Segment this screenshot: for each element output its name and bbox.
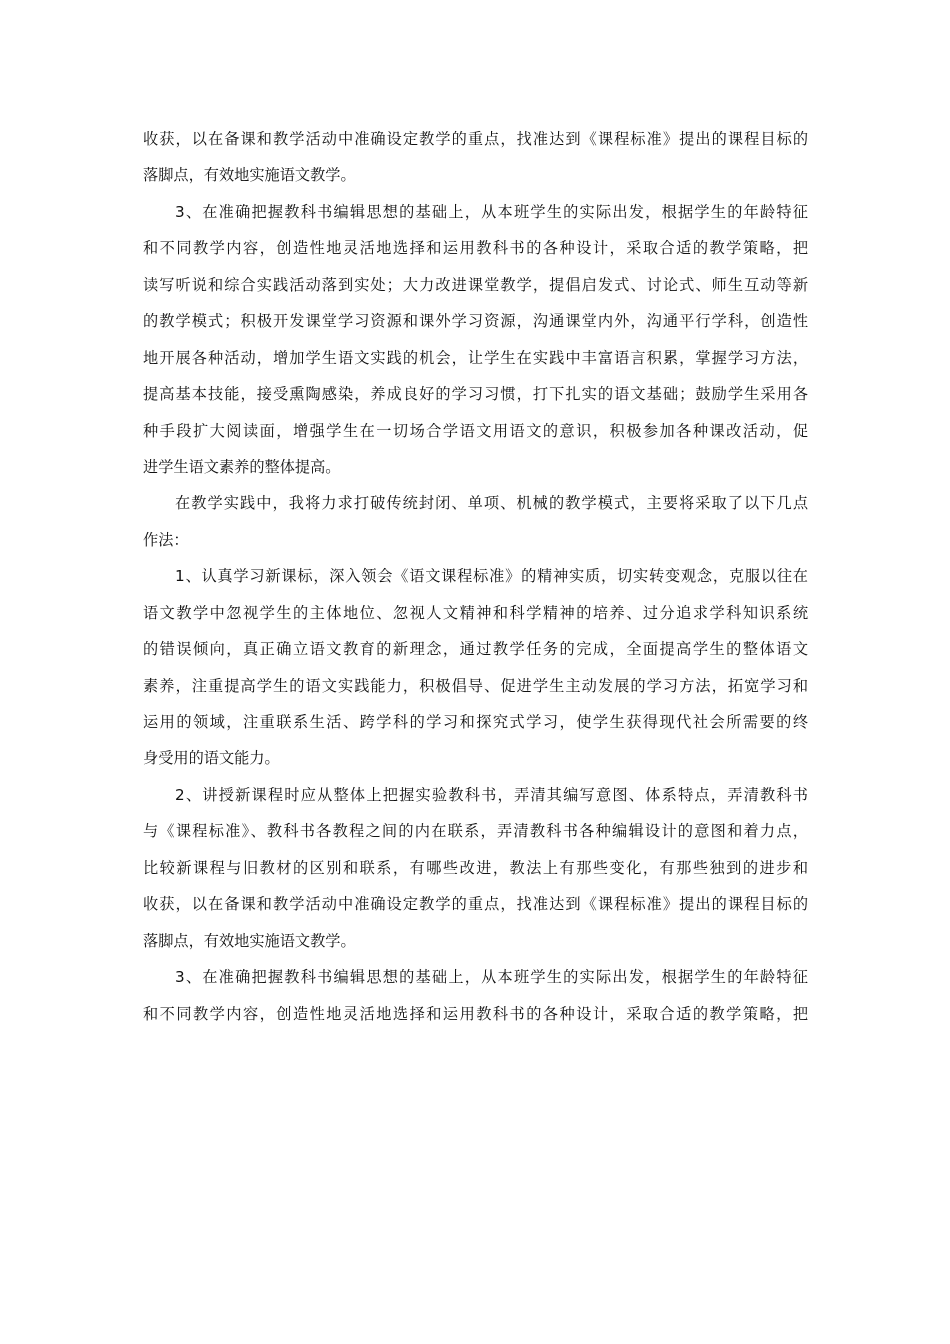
text-line: 和不同教学内容，创造性地灵活地选择和运用教科书的各种设计，采取合适的教学策略，把 [143, 239, 808, 258]
text-line: 的教学模式；积极开发课堂学习资源和课外学习资源，沟通课堂内外，沟通平行学科，创造性 [143, 312, 808, 331]
text-line: 3、在准确把握教科书编辑思想的基础上，从本班学生的实际出发，根据学生的年龄特征 [175, 202, 808, 221]
text-line: 落脚点，有效地实施语文教学。 [143, 166, 356, 185]
text-line: 的错误倾向，真正确立语文教育的新理念，通过教学任务的完成，全面提高学生的整体语文 [143, 640, 808, 659]
text-line: 地开展各种活动，增加学生语文实践的机会，让学生在实践中丰富语言积累，掌握学习方法， [143, 348, 808, 367]
text-line: 提高基本技能，接受熏陶感染，养成良好的学习习惯，打下扎实的语文基础；鼓励学生采用各 [143, 385, 808, 404]
text-line: 作法： [143, 530, 189, 549]
text-line: 运用的领域，注重联系生活、跨学科的学习和探究式学习，使学生获得现代社会所需要的终 [143, 713, 808, 731]
text-line: 收获，以在备课和教学活动中准确设定教学的重点，找准达到《课程标准》提出的课程目标的 [143, 130, 808, 148]
text-line: 收获，以在备课和教学活动中准确设定教学的重点，找准达到《课程标准》提出的课程目标的 [143, 895, 808, 914]
text-line: 和不同教学内容，创造性地灵活地选择和运用教科书的各种设计，采取合适的教学策略，把 [143, 1004, 808, 1023]
text-line: 身受用的语文能力。 [143, 749, 280, 768]
text-line: 读写听说和综合实践活动落到实处；大力改进课堂教学，提倡启发式、讨论式、师生互动等新 [143, 275, 808, 294]
text-line: 比较新课程与旧教材的区别和联系，有哪些改进，教法上有那些变化，有那些独到的进步和 [143, 858, 808, 877]
text-line: 种手段扩大阅读面，增强学生在一切场合学语文用语文的意识，积极参加各种课改活动，促 [143, 421, 808, 440]
text-line: 素养，注重提高学生的语文实践能力，积极倡导、促进学生主动发展的学习方法，拓宽学习和 [143, 676, 808, 695]
text-line: 1、认真学习新课标，深入领会《语文课程标准》的精神实质，切实转变观念，克服以往在 [175, 567, 808, 586]
text-line: 3、在准确把握教科书编辑思想的基础上，从本班学生的实际出发，根据学生的年龄特征 [175, 968, 808, 987]
document-body [143, 121, 808, 1032]
text-line: 进学生语文素养的整体提高。 [143, 457, 341, 476]
text-line: 落脚点，有效地实施语文教学。 [143, 931, 356, 950]
text-line: 与《课程标准》、教科书各教程之间的内在联系，弄清教科书各种编辑设计的意图和着力点， [143, 822, 808, 841]
text-line: 2、讲授新课程时应从整体上把握实验教科书，弄清其编写意图、体系特点，弄清教科书 [175, 785, 808, 804]
text-line: 语文教学中忽视学生的主体地位、忽视人文精神和科学精神的培养、过分追求学科知识系统 [143, 603, 808, 622]
text-line: 在教学实践中，我将力求打破传统封闭、单项、机械的教学模式，主要将采取了以下几点 [175, 494, 808, 513]
